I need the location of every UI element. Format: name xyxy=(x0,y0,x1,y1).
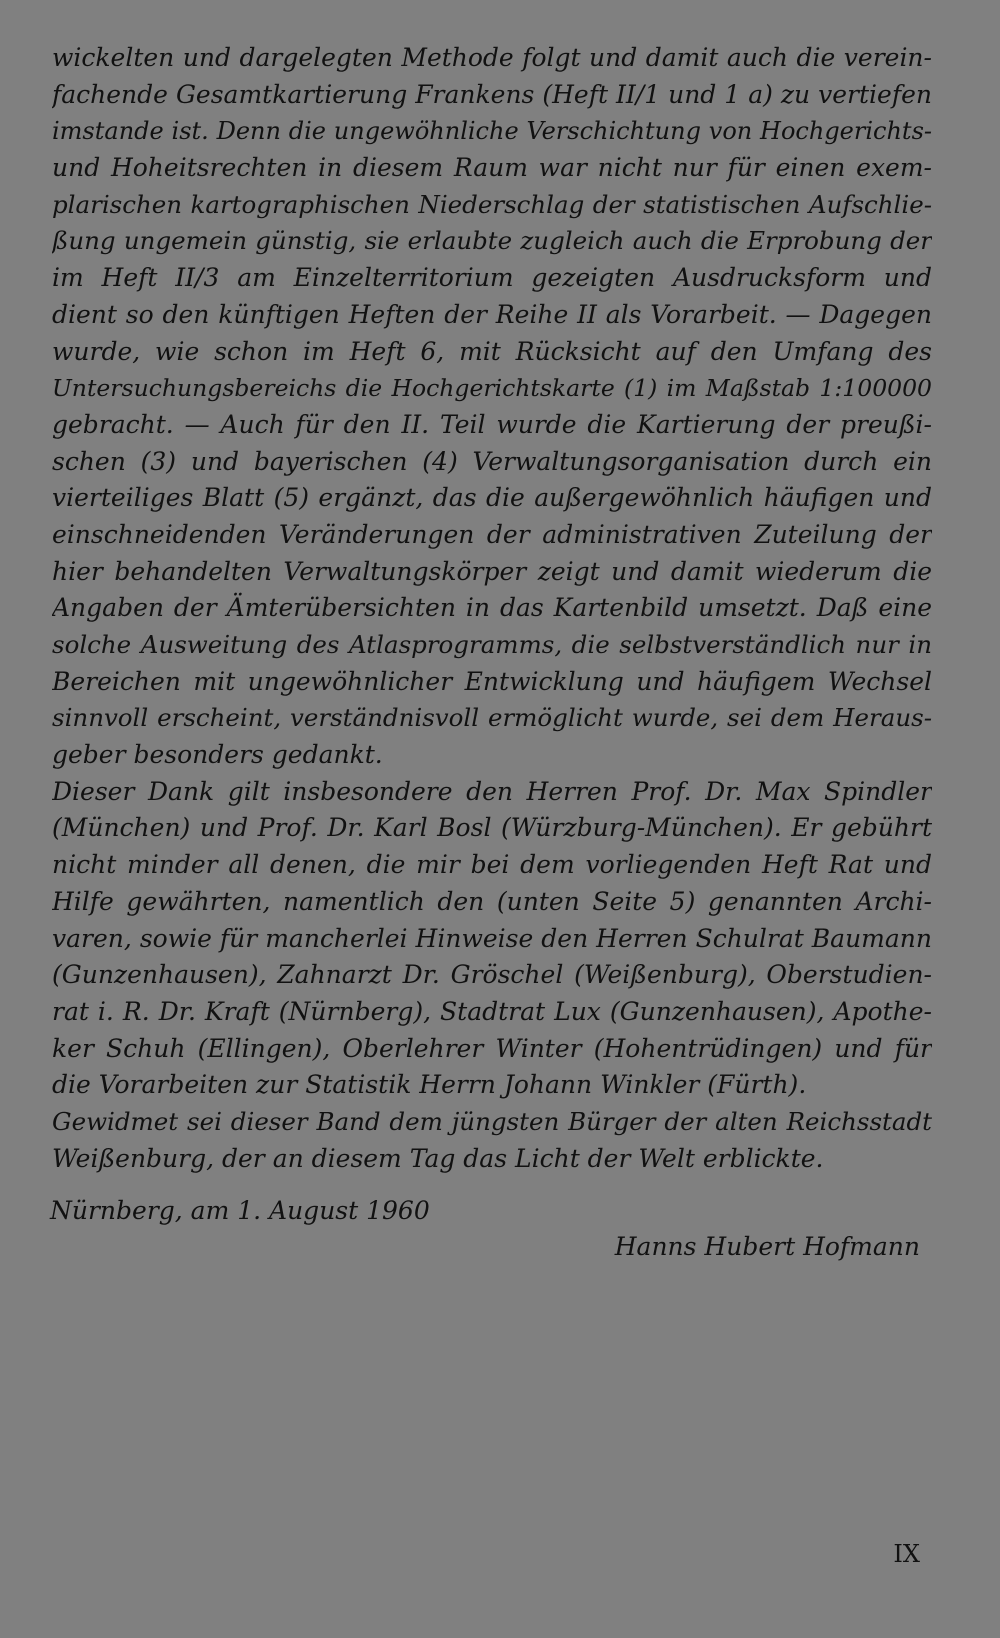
text-line: Dieser Dank gilt insbesondere den Herren Prof. Dr. Max Spindler xyxy=(52,776,932,806)
text-line: einschneidenden Veränderungen der administrativen Zuteilung der xyxy=(52,519,932,549)
text-line: rat i. R. Dr. Kraft (Nürnberg), Stadtrat Lux (Gunzenhausen), Apothe- xyxy=(52,996,932,1026)
text-line: fachende Gesamtkartierung Frankens (Heft II/1 und 1 a) zu vertiefen xyxy=(52,79,932,109)
text-line: (München) und Prof. Dr. Karl Bosl (Würzburg-München). Er gebührt xyxy=(52,813,932,843)
text-line: ker Schuh (Ellingen), Oberlehrer Winter (Hohentrüdingen) und für xyxy=(52,1033,932,1063)
text-line: gebracht. — Auch für den II. Teil wurde die Kartierung der preußi- xyxy=(52,409,932,439)
text-line: solche Ausweitung des Atlasprogramms, die selbstverständlich nur in xyxy=(52,630,932,659)
text-line: Hilfe gewährten, namentlich den (unten Seite 5) genannten Archi- xyxy=(52,886,932,916)
text-line: nicht minder all denen, die mir bei dem vorliegenden Heft Rat und xyxy=(52,850,932,880)
text-line: sinnvoll erscheint, verständnisvoll ermöglicht wurde, sei dem Heraus- xyxy=(52,703,932,733)
text-line: Untersuchungsbereichs die Hochgerichtskarte (1) im Maßstab 1:100000 xyxy=(52,374,932,403)
text-line: schen (3) und bayerischen (4) Verwaltungsorganisation durch ein xyxy=(52,446,932,476)
text-line: und Hoheitsrechten in diesem Raum war nicht nur für einen exem- xyxy=(52,153,932,183)
text-line: plarischen kartographischen Niederschlag der statistischen Aufschlie- xyxy=(52,189,932,219)
text-line: die Vorarbeiten zur Statistik Herrn Johann Winkler (Fürth). xyxy=(52,1070,807,1100)
text-line: wurde, wie schon im Heft 6, mit Rücksicht auf den Umfang des xyxy=(52,336,932,366)
text-line: im Heft II/3 am Einzelterritorium gezeigten Ausdrucksform und xyxy=(52,263,932,293)
text-line: Gewidmet sei dieser Band dem jüngsten Bürger der alten Reichsstadt xyxy=(52,1106,932,1136)
text-line: Weißenburg, der an diesem Tag das Licht der Welt erblickte. xyxy=(52,1143,824,1173)
text-line: ßung ungemein günstig, sie erlaubte zugleich auch die Erprobung der xyxy=(52,226,932,256)
place-date: Nürnberg, am 1. August 1960 xyxy=(50,1196,430,1225)
text-line: hier behandelten Verwaltungskörper zeigt und damit wiederum die xyxy=(52,556,932,586)
text-line: (Gunzenhausen), Zahnarzt Dr. Gröschel (Weißenburg), Oberstudien- xyxy=(52,960,932,990)
text-line: vierteiliges Blatt (5) ergänzt, das die außergewöhnlich häufigen und xyxy=(52,483,932,513)
text-line: wickelten und dargelegten Methode folgt und damit auch die verein- xyxy=(52,43,932,72)
text-line: geber besonders gedankt. xyxy=(52,740,383,770)
text-line: Angaben der Ämterübersichten in das Kartenbild umsetzt. Daß eine xyxy=(52,593,932,623)
text-line: varen, sowie für mancherlei Hinweise den Herren Schulrat Baumann xyxy=(52,923,932,953)
text-line: Bereichen mit ungewöhnlicher Entwicklung und häufigem Wechsel xyxy=(52,666,932,696)
page-number: IX xyxy=(893,1540,920,1568)
author-signature: Hanns Hubert Hofmann xyxy=(614,1232,920,1261)
text-line: imstande ist. Denn die ungewöhnliche Verschichtung von Hochgerichts- xyxy=(52,117,932,146)
body-text xyxy=(52,40,932,1177)
text-line: dient so den künftigen Heften der Reihe II als Vorarbeit. — Dagegen xyxy=(52,299,932,329)
